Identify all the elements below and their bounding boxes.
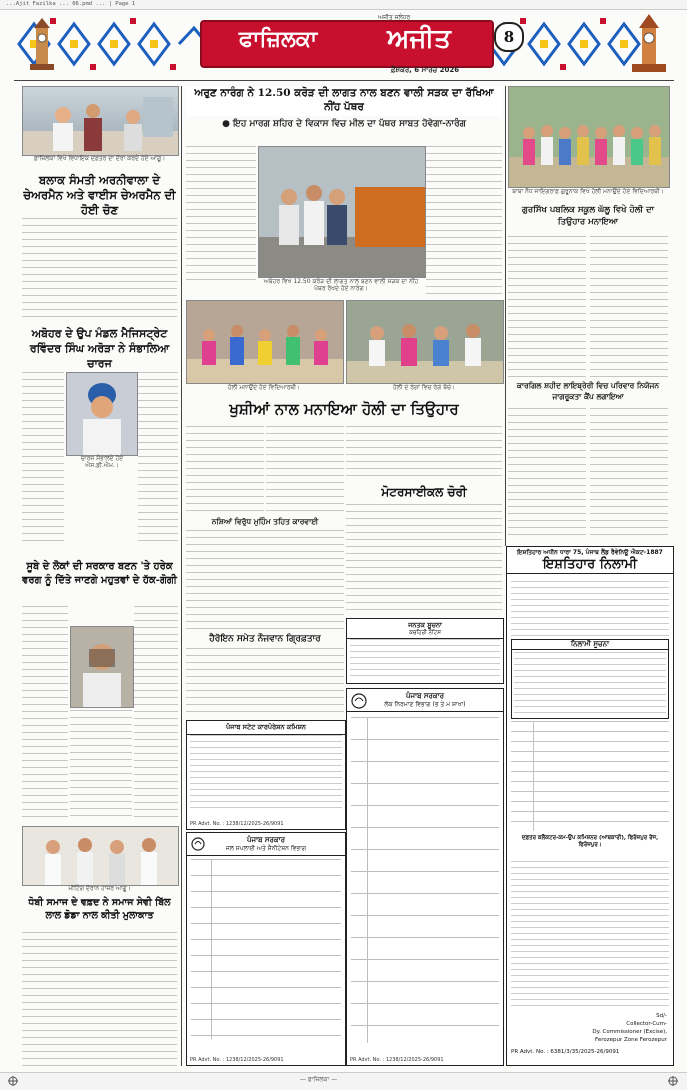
logo-left-text: ਫਾਜ਼ਿਲਕਾ [238,26,318,52]
lead-body-1 [186,146,256,286]
tender-ad-3-ref: PR Advt. No. : 1238/12/2025-26/9091 [350,1057,444,1063]
tender-ad-2-title: ਪੰਜਾਬ ਸਰਕਾਰ [246,836,285,844]
tender-ad-3 [346,688,504,1066]
tender-ad-2-subtitle: ਜਲ ਸਪਲਾਈ ਅਤੇ ਸੈਨੀਟੇਸ਼ਨ ਵਿਭਾਗ [187,845,345,856]
left-story-3-body [22,606,68,818]
logo-right-text: ਅਜੀਤ [387,24,451,54]
right-story-2-body-a [508,408,586,538]
tender-ad-3-table [351,717,499,1043]
masthead [14,12,674,78]
tender-ad-2-ref: PR Advt. No. : 1238/12/2025-26/9091 [190,1057,284,1063]
right-photo-caption: ਬਾਬਾ ਨੌਧ ਜਾਇਗਰਾਫ਼ ਗੁਰੂਨਾਕ ਵਿਖੇ ਹੋਲੀ ਮਨਾਉਂਦੇ ਹੋਏ ਵਿਦਿਆਰਥੀ। [512,188,664,195]
tender-ad-1-body [190,735,342,809]
left-story-2-body-b [138,372,178,542]
file-info: ...Ajit Fazilka ... 06.pmd ... | Page 1 [6,1,136,7]
auction-sign-2: Collector-Cum- [626,1021,667,1027]
lead-subhead: ● ਇਹ ਮਾਰਗ ਸ਼ਹਿਰ ਦੇ ਵਿਕਾਸ ਵਿਚ ਮੀਲ ਦਾ ਪੱਥਰ ਸਾਬਤ ਹੋਵੇਗਾ-ਨਾਰੰਗ [222,119,466,129]
lead-headline: ਅਰੁਣ ਨਾਰੰਗ ਨੇ 12.50 ਕਰੋੜ ਦੀ ਲਾਗਤ ਨਾਲ ਬਣਨ ਵਾਲੀ ਸੜਕ ਦਾ ਰੱਖਿਆ ਨੀਂਹ ਪੱਥਰ [186,86,502,116]
tender-ad-2 [186,832,346,1066]
punjab-govt-emblem-icon [191,837,205,851]
auction-box-body [514,652,666,716]
col-rule-left [181,86,182,1066]
auction-ad [506,546,674,1066]
right-photo [508,86,670,188]
auction-details [511,861,669,1009]
auction-table [511,721,669,831]
footer-bar [0,1072,687,1090]
left-photo-3-caption: ਮੀਟਿੰਗ ਦੌਰਾਨ ਹਾਜ਼ਰ ਆਗੂ। [68,885,131,892]
registration-mark-icon [8,1076,18,1086]
punjab-govt-emblem-icon [351,693,367,709]
holi-body-3 [186,530,344,630]
auction-ad-header: ਇਸ਼ਤਿਹਾਰ ਅਧੀਨ ਧਾਰਾ 75, ਪੰਜਾਬ ਲੈਂਡ ਰੈਵੇਨਿਊ ਐਕਟ-1887 [517,549,663,556]
auction-ad-title: ਇਸ਼ਤਿਹਾਰ ਨਿਲਾਮੀ [507,557,673,574]
holi-photo-left [186,300,344,384]
holi-caption-right: ਹੋਲੀ ਦੇ ਰੰਗਾਂ ਵਿਚ ਰੰਗੇ ਬੱਚੇ। [392,384,456,391]
holi-mini-headline: ਨਸ਼ਿਆਂ ਵਿਰੁੱਧ ਮੁਹਿੰਮ ਤਹਿਤ ਕਾਰਵਾਈ [211,517,319,526]
holi-body-2 [266,426,344,512]
registration-mark-icon [668,1076,678,1086]
footer-page-marker: — ਫਾਜ਼ਿਲਕਾ — [300,1076,338,1083]
lead-photo [258,146,426,278]
auction-sign-3: Dy. Commissioner (Excise), [592,1029,667,1035]
col-rule-right [505,86,506,546]
auction-box [511,639,669,719]
tender-ad-3-title: ਪੰਜਾਬ ਸਰਕਾਰ [405,692,444,700]
lead-body-2 [426,146,502,296]
file-info-bar [0,0,687,10]
holi-headline: ਖੁਸ਼ੀਆਂ ਨਾਲ ਮਨਾਇਆ ਹੋਲੀ ਦਾ ਤਿਉਹਾਰ [229,400,459,418]
notice-body [350,639,500,679]
left-story-4-headline: ਧੋਬੀ ਸਮਾਜ ਦੇ ਵਫ਼ਦ ਨੇ ਸਮਾਜ ਸੇਵੀ ਬਿੱਲ ਲਾਲ ਡੋਡਾ ਨਾਲ ਕੀਤੀ ਮੁਲਾਕਾਤ [28,897,171,921]
left-photo-2-caption: ਚਾਰਜ ਸੰਭਾਲਦੇ ਹੋਏ ਐਸ.ਡੀ.ਐਮ.। [80,455,124,469]
right-story-2-headline: ਕਾਰਗਿਲ ਸ਼ਹੀਦ ਲਾਇਬ੍ਰੇਰੀ ਵਿਚ ਪਰਿਵਾਰ ਨਿਯੋਜਨ ਜਾਗਰੂਕਤਾ ਕੈਂਪ ਲਗਾਇਆ [516,381,660,401]
logo-tag: ਅਜੀਤ ਜਲੰਧਰ [377,14,411,21]
notice-title: ਜਨਤਕ ਸੂਚਨਾ [408,621,442,629]
page-date: ਫ਼ੈਸ਼ਕਰ, 6 ਮਾਰਚ 2026 [390,66,460,74]
motorcycle-intro [346,426,502,480]
auction-ad-intro [511,581,669,637]
masthead-rule [14,80,674,81]
left-story-2-body-a [22,372,64,542]
motorcycle-headline: ਮੋਟਰਸਾਈਕਲ ਚੋਰੀ [381,485,467,499]
right-story-1-body-a [508,236,586,378]
notice-box [346,618,504,684]
left-story-2-headline: ਅਬੋਹਰ ਦੇ ਉਪ ਮੰਡਲ ਮੈਜਿਸਟ੍ਰੇਟ ਰਵਿੰਦਰ ਸਿੰਘ ਅਰੋੜਾ ਨੇ ਸੰਭਾਲਿਆ ਚਾਰਜ [29,327,170,370]
holi-story-headline: ਹੈਰੋਇਨ ਸਮੇਤ ਨੌਜਵਾਨ ਗ੍ਰਿਫ਼ਤਾਰ [209,634,321,644]
left-story-1-headline: ਬਲਾਕ ਸੰਮਤੀ ਅਰਨੀਵਾਲਾ ਦੇ ਚੇਅਰਮੈਨ ਅਤੇ ਵਾਈਸ ਚੇਅਰਮੈਨ ਦੀ ਹੋਈ ਚੋਣ [23,173,176,217]
left-photo-3 [70,626,134,708]
right-story-2-body-b [590,408,668,538]
left-story-4-body [22,932,177,1068]
holi-photo-right [346,300,504,384]
tender-ad-1-title: ਪੰਜਾਬ ਸਟੇਟ ਕਾਰਪੋਰੇਸ਼ਨ ਕਮਿਸ਼ਨ [187,721,345,735]
holi-caption-left: ਹੋਲੀ ਮਨਾਉਂਦੇ ਹੋਏ ਵਿਦਿਆਰਥੀ। [227,384,301,391]
lead-photo-caption: ਅਬੋਹਰ ਵਿਖੇ 12.50 ਕਰੋੜ ਦੀ ਲਾਗਤ ਨਾਲ ਬਣਨ ਵਾਲੀ ਸੜਕ ਦਾ ਨੀਂਹ ਪੱਥਰ ਰੱਖਦੇ ਹੋਏ ਨਾਰੰਗ। [263,278,419,292]
clock-tower-left-icon [22,18,62,72]
left-photo-1 [22,86,179,156]
clock-tower-right-icon [624,14,674,74]
auction-pr-ref: PR Advt. No. : 6381/3/35/2025-26/9091 [511,1049,620,1055]
left-photo-2 [66,372,138,456]
tender-ad-1 [186,720,346,830]
left-story-3-body-d [70,710,132,818]
left-story-3-body-c [134,606,178,818]
tender-ad-3-subtitle: ਲੋਕ ਨਿਰਮਾਣ ਵਿਭਾਗ (ਭ ਤੇ ਮ ਸ਼ਾਖਾ) [347,701,503,712]
auction-office: ਦਫ਼ਤਰ ਕਲੈਕਟਰ-ਕਮ-ਉਪ ਕਮਿਸ਼ਨਰ (ਆਬਕਾਰੀ), ਫਿਰੋਜ਼ਪੁਰ ਰੇਂਜ, ਫਿਰੋਜ਼ਪੁਰ। [521,835,659,848]
holi-body-1 [186,426,264,512]
page-number-text: 8 [503,28,515,46]
holi-body-4 [186,648,344,716]
auction-sign-4: Ferozepur Zone Ferozepur [594,1037,667,1043]
notice-subtitle: ਕਚਹਿਰੀ ਨੋਟਿਸ [347,630,503,639]
tender-ad-1-ref: PR Advt. No. : 1238/12/2025-26/9091 [190,821,284,827]
page-number [494,22,524,52]
tender-ad-2-table [191,859,341,1039]
left-photo-1-caption: ਫ਼ਾਜ਼ਿਲਕਾ ਵਿਖੇ ਵਿਧਾਇਕ ਦਫ਼ਤਰ ਦਾ ਦੌਰਾ ਕਰਦੇ ਹੋਏ ਆਗੂ। [33,155,166,162]
left-photo-4 [22,826,179,886]
auction-sign-1: Sd/- [656,1013,667,1019]
right-story-1-body-b [590,236,668,378]
motorcycle-body [346,504,502,614]
right-story-1-headline: ਗੁਰਸਿੱਖ ਪਬਲਿਕ ਸਕੂਲ ਘੱਲੂ ਵਿਖੇ ਹੋਲੀ ਦਾ ਤਿਉਹਾਰ ਮਨਾਇਆ [521,205,655,227]
auction-box-title: ਨਿਲਾਮੀ ਸੂਚਨਾ [512,640,668,650]
left-story-3-headline: ਸੂਬੇ ਦੇ ਲੋਕਾਂ ਦੀ ਸਰਕਾਰ ਬਣਨ 'ਤੇ ਹਰੇਕ ਵਰਗ ਨੂੰ ਦਿੱਤੇ ਜਾਣਗੇ ਮਹੁਤਵਾਂ ਦੇ ਹੱਕ-ਗੋਗੀ [22,561,177,586]
left-story-1-body [22,218,177,322]
